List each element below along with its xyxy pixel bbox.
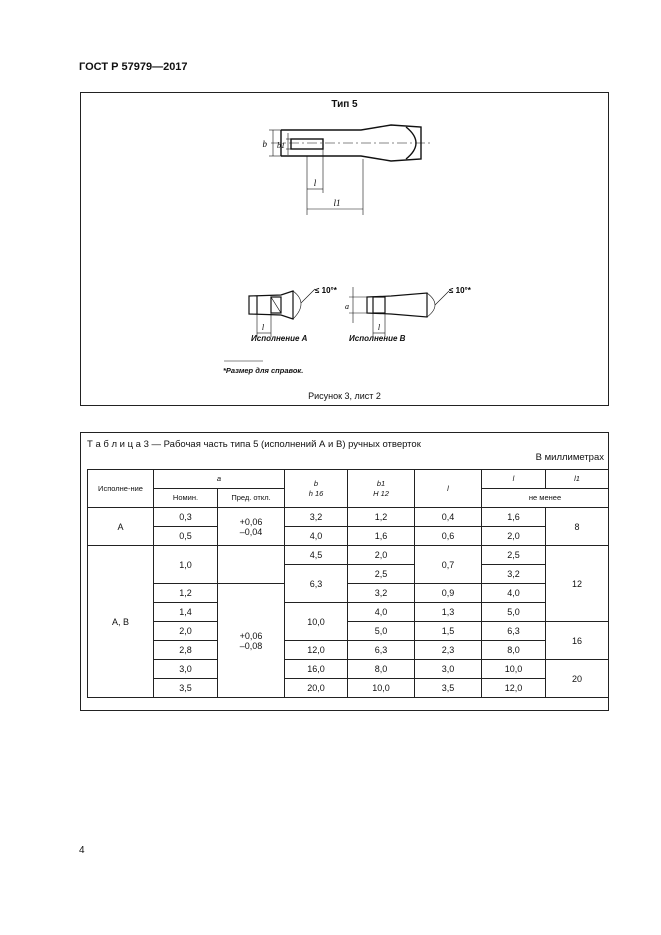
l-cell: 3,5 bbox=[415, 679, 482, 698]
dim-b-label: b bbox=[262, 139, 267, 149]
table-row bbox=[88, 641, 609, 660]
variant-b-angle: ≤ 10°* bbox=[449, 286, 471, 295]
figure-title: Тип 5 bbox=[331, 99, 358, 110]
l-min-cell: 1,6 bbox=[482, 508, 546, 527]
a-cell: 1,0 bbox=[154, 546, 218, 584]
l-cell: 0,4 bbox=[415, 508, 482, 527]
b-cell: 3,2 bbox=[285, 508, 348, 527]
document-header: ГОСТ Р 57979—2017 bbox=[79, 61, 188, 73]
variant-b-drawing bbox=[367, 293, 427, 317]
l1-cell: 12 bbox=[546, 546, 609, 622]
variant-b-dim-a: a bbox=[345, 302, 349, 311]
l-cell: 0,6 bbox=[415, 527, 482, 546]
b1-cell: 2,0 bbox=[348, 546, 415, 565]
table-row bbox=[88, 622, 609, 641]
l-min-cell: 10,0 bbox=[482, 660, 546, 679]
b1-cell: 3,2 bbox=[348, 584, 415, 603]
l-cell: 1,5 bbox=[415, 622, 482, 641]
l-min-cell: 2,5 bbox=[482, 546, 546, 565]
dim-b1-label: b1 bbox=[277, 141, 285, 150]
figure-panel bbox=[80, 92, 609, 406]
b1-cell: 6,3 bbox=[348, 641, 415, 660]
header-a: a bbox=[154, 470, 285, 489]
dim-l1-label: l1 bbox=[333, 198, 341, 208]
l-min-cell: 3,2 bbox=[482, 565, 546, 584]
header-l-min: l bbox=[482, 470, 546, 489]
variant-b-dim-l: l bbox=[377, 323, 381, 332]
a-cell: 2,0 bbox=[154, 622, 218, 641]
figure-caption: Рисунок 3, лист 2 bbox=[308, 391, 381, 401]
b1-cell: 10,0 bbox=[348, 679, 415, 698]
l1-cell: 8 bbox=[546, 508, 609, 546]
b-cell: 4,0 bbox=[285, 527, 348, 546]
dim-l-label: l bbox=[313, 178, 317, 188]
l-cell: 3,0 bbox=[415, 660, 482, 679]
a-cell: 3,5 bbox=[154, 679, 218, 698]
table-row bbox=[88, 527, 609, 546]
header-a-tol: Пред. откл. bbox=[218, 489, 285, 508]
b1-cell: 4,0 bbox=[348, 603, 415, 622]
table-row bbox=[88, 660, 609, 679]
tolerance-cell: +0,06 –0,08 bbox=[218, 584, 285, 698]
type5-drawing bbox=[81, 93, 608, 405]
l-min-cell: 6,3 bbox=[482, 622, 546, 641]
header-l: l bbox=[415, 470, 482, 508]
b1-cell: 8,0 bbox=[348, 660, 415, 679]
b1-cell: 1,6 bbox=[348, 527, 415, 546]
b-cell: 6,3 bbox=[285, 565, 348, 603]
l1-cell: 20 bbox=[546, 660, 609, 698]
header-l1: l1 bbox=[546, 470, 609, 489]
l-cell: 0,7 bbox=[415, 546, 482, 584]
variant-a-dim-l: l bbox=[261, 323, 265, 332]
b-cell: 4,5 bbox=[285, 546, 348, 565]
l-cell: 2,3 bbox=[415, 641, 482, 660]
variant-cell: A bbox=[88, 508, 154, 546]
header-min: не менее bbox=[482, 489, 609, 508]
b-cell: 20,0 bbox=[285, 679, 348, 698]
slot-rect bbox=[291, 139, 323, 149]
table-panel bbox=[80, 432, 609, 711]
header-a-nom: Номин. bbox=[154, 489, 218, 508]
variant-a-angle: ≤ 10°* bbox=[315, 286, 337, 295]
a-cell: 0,5 bbox=[154, 527, 218, 546]
a-cell: 1,4 bbox=[154, 603, 218, 622]
l-min-cell: 5,0 bbox=[482, 603, 546, 622]
tolerance-cell: +0,06 –0,04 bbox=[218, 508, 285, 546]
variant-cell: A, B bbox=[88, 546, 154, 698]
b-cell: 12,0 bbox=[285, 641, 348, 660]
a-cell: 2,8 bbox=[154, 641, 218, 660]
figure-footnote: *Размер для справок. bbox=[223, 366, 304, 375]
a-cell: 3,0 bbox=[154, 660, 218, 679]
header-variant: Исполне-ние bbox=[88, 470, 154, 508]
b1-cell: 1,2 bbox=[348, 508, 415, 527]
l-min-cell: 12,0 bbox=[482, 679, 546, 698]
b1-cell: 2,5 bbox=[348, 565, 415, 584]
spec-table bbox=[87, 469, 609, 698]
l1-cell: 16 bbox=[546, 622, 609, 660]
variant-b-label: Исполнение B bbox=[349, 334, 406, 343]
table-units: В миллиметрах bbox=[535, 452, 604, 463]
l-min-cell: 4,0 bbox=[482, 584, 546, 603]
b-cell: 10,0 bbox=[285, 603, 348, 641]
header-b1: b1 H 12 bbox=[348, 470, 415, 508]
variant-a-label: Исполнение A bbox=[251, 334, 308, 343]
l-cell: 0,9 bbox=[415, 584, 482, 603]
b-cell: 16,0 bbox=[285, 660, 348, 679]
l-min-cell: 8,0 bbox=[482, 641, 546, 660]
a-cell: 1,2 bbox=[154, 584, 218, 603]
tolerance-cell bbox=[218, 546, 285, 584]
table-caption: Т а б л и ц а 3 — Рабочая часть типа 5 (исполнений А и В) ручных отверток bbox=[87, 439, 421, 450]
l-cell: 1,3 bbox=[415, 603, 482, 622]
l-min-cell: 2,0 bbox=[482, 527, 546, 546]
page-number: 4 bbox=[79, 845, 85, 856]
b1-cell: 5,0 bbox=[348, 622, 415, 641]
table-row bbox=[88, 679, 609, 698]
table-row bbox=[88, 508, 609, 527]
table-row bbox=[88, 546, 609, 565]
a-cell: 0,3 bbox=[154, 508, 218, 527]
table-row bbox=[88, 584, 609, 603]
table-header-row bbox=[88, 470, 609, 489]
table-row bbox=[88, 603, 609, 622]
header-b: b h 16 bbox=[285, 470, 348, 508]
